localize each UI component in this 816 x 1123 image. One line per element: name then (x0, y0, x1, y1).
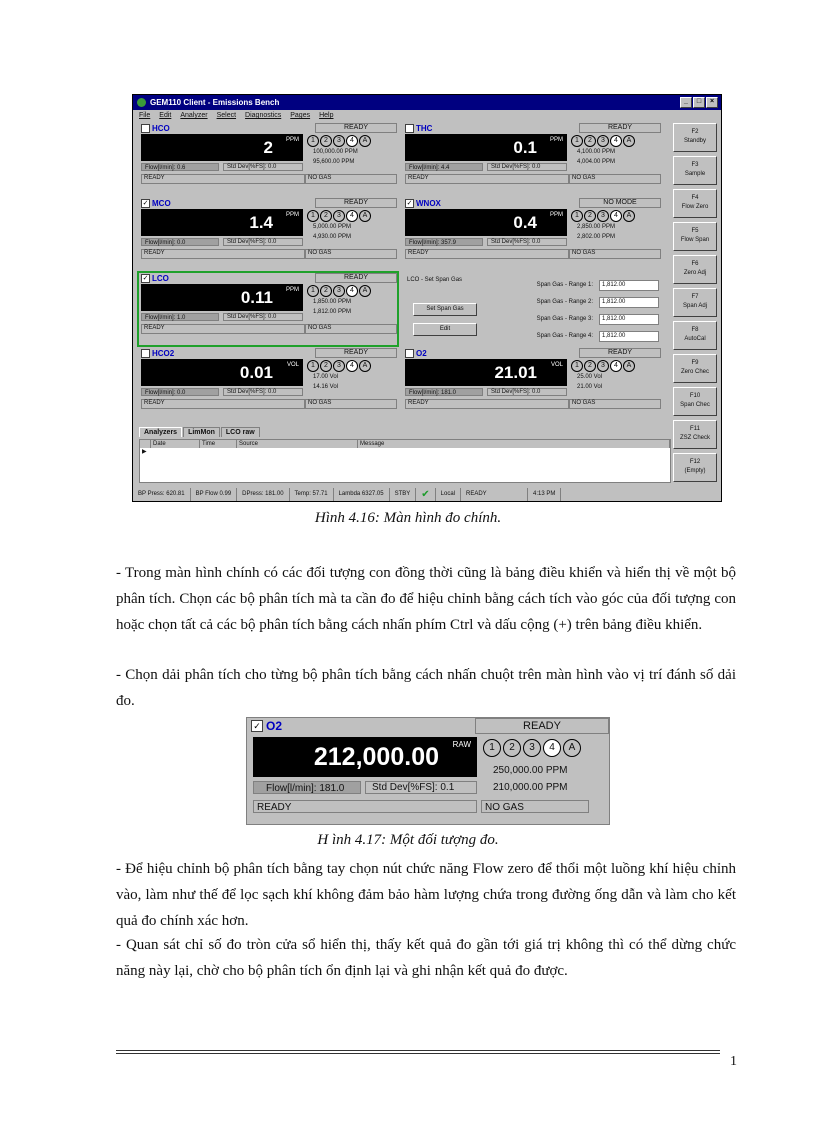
reading-unit: PPM (549, 137, 563, 143)
function-key-f6[interactable] (673, 255, 717, 284)
range-4-button[interactable]: 4 (543, 739, 561, 757)
grid-header (140, 440, 670, 448)
span-range-row (507, 330, 659, 342)
fkey-code: F2 (691, 129, 699, 135)
footer-rule (116, 1053, 720, 1054)
fkey-code: F7 (691, 294, 699, 300)
fkey-code: F8 (691, 327, 699, 333)
span-gas-area (403, 273, 663, 347)
function-key-f9[interactable] (673, 354, 717, 383)
menu-edit[interactable]: Edit (159, 112, 172, 119)
reading-unit: PPM (285, 212, 299, 218)
analyzer-panel (403, 198, 661, 270)
range-span-value: 1,812.00 PPM (313, 309, 352, 315)
span-range-label: Span Gas - Range 3: (536, 316, 593, 322)
range-button[interactable]: 2 (320, 285, 332, 297)
panel-header (139, 123, 397, 133)
select-checkbox[interactable] (405, 124, 414, 133)
analyzer-panel (139, 123, 397, 195)
range-button[interactable]: 4 (346, 360, 358, 372)
fkey-label: AutoCal (684, 336, 706, 342)
reading-display (141, 284, 303, 311)
panel-state-left: READY (141, 174, 305, 184)
analyzer-panel (139, 273, 397, 345)
span-range-row (507, 296, 659, 308)
std-dev-readout: Std Dev[%FS]: 0.0 (223, 163, 303, 171)
panel-status: READY (475, 718, 609, 734)
range-1-button[interactable]: 1 (483, 739, 501, 757)
menu-diagnostics[interactable]: Diagnostics (245, 112, 282, 119)
range-button[interactable]: 2 (320, 210, 332, 222)
range-upper-limit: 4,100.00 PPM (577, 149, 616, 155)
fkey-label: Zero Adj (683, 270, 707, 276)
flow-readout: Flow[l/min]: 357.9 (405, 238, 483, 246)
fkey-code: F6 (691, 261, 699, 267)
panel-state-right: NO GAS (305, 324, 397, 334)
panel-name (247, 718, 475, 734)
panel-header (403, 348, 661, 358)
function-key-f8[interactable] (673, 321, 717, 350)
reading-unit: RAW (452, 740, 471, 749)
range-selector (307, 360, 371, 372)
panel-title: HCO (152, 123, 170, 133)
fkey-label: Standby (683, 138, 707, 144)
range-selector (307, 210, 371, 222)
panel-status: READY (579, 123, 661, 133)
range-button[interactable]: A (359, 135, 371, 147)
std-dev-readout: Std Dev[%FS]: 0.0 (487, 388, 567, 396)
panel-state-left: READY (405, 399, 569, 409)
select-checkbox[interactable]: ✓ (251, 720, 263, 732)
span-range-input[interactable]: 1,812.00 (599, 331, 659, 342)
range-button[interactable]: 1 (307, 210, 319, 222)
range-selector (307, 135, 371, 147)
panel-state-right: NO GAS (481, 800, 589, 813)
status-temp: Temp: 57.71 (290, 488, 334, 501)
reading-display (253, 737, 477, 777)
reading-value: 21.01 (494, 363, 537, 382)
select-checkbox[interactable] (141, 349, 150, 358)
window-title: GEM110 Client - Emissions Bench (150, 98, 280, 107)
emissions-bench-window (132, 94, 722, 502)
function-key-f2[interactable] (673, 123, 717, 152)
span-range-row (507, 313, 659, 325)
reading-display (405, 134, 567, 161)
panel-status: READY (315, 348, 397, 358)
paragraph: - Quan sát chỉ số đo tròn cửa sổ hiển thị, thấy kết quả đo gần tới giá trị không thì có thể dừng chức năng này lại, chờ cho bộ phân tích ổn định lại và ghi nhận kết quả đo được. (116, 937, 736, 979)
status-bar (133, 488, 721, 501)
reading-unit: PPM (285, 137, 299, 143)
range-button[interactable]: 1 (571, 360, 583, 372)
range-button[interactable]: 3 (333, 135, 345, 147)
function-key-f12[interactable] (673, 453, 717, 482)
status-local: Local (436, 488, 461, 501)
reading-value: 2 (263, 138, 273, 157)
span-range-input[interactable]: 1,812.00 (599, 314, 659, 325)
fkey-code: F9 (691, 360, 699, 366)
fkey-label: Flow Span (680, 237, 710, 243)
fkey-label: Flow Zero (681, 204, 709, 210)
span-range-input[interactable]: 1,812.00 (599, 297, 659, 308)
col-source: Source (237, 440, 358, 448)
range-selector (571, 135, 635, 147)
status-ready: READY (461, 488, 528, 501)
current-row-arrow-icon: ▶ (142, 449, 147, 455)
std-dev-readout: Std Dev[%FS]: 0.0 (223, 388, 303, 396)
page-number: 1 (730, 1054, 737, 1069)
range-button[interactable]: 1 (307, 360, 319, 372)
menu-analyzer[interactable]: Analyzer (180, 112, 208, 119)
reading-display (141, 209, 303, 236)
edit-button[interactable]: Edit (413, 323, 477, 336)
reading-value: 1.4 (249, 213, 273, 232)
reading-display (141, 134, 303, 161)
app-icon (137, 98, 146, 107)
menu-select[interactable]: Select (216, 112, 237, 119)
col-date: Date (151, 440, 200, 448)
panel-header (247, 718, 609, 734)
fkey-label: (Empty) (684, 468, 706, 474)
panel-state-left: READY (253, 800, 477, 813)
panel-status: NO MODE (579, 198, 661, 208)
range-button[interactable]: 3 (333, 360, 345, 372)
panel-state-right: NO GAS (569, 174, 661, 184)
reading-value: 0.4 (513, 213, 537, 232)
panel-header (139, 348, 397, 358)
menu-bar (133, 110, 721, 121)
range-3-button[interactable]: 3 (523, 739, 541, 757)
span-range-label: Span Gas - Range 2: (536, 299, 593, 305)
span-range-input[interactable]: 1,812.00 (599, 280, 659, 291)
range-upper-limit: 2,850.00 PPM (577, 224, 616, 230)
range-button[interactable]: 4 (610, 210, 622, 222)
panel-header (139, 198, 397, 208)
status-dpress: DPress: 181.00 (237, 488, 289, 501)
reading-display (405, 209, 567, 236)
analyzer-panel (403, 348, 661, 420)
tab-strip (139, 427, 261, 437)
figure-caption-4-16: Hình 4.16: Màn hình đo chính. (314, 510, 502, 526)
fkey-label: Sample (684, 171, 706, 177)
panel-state-right: NO GAS (569, 399, 661, 409)
flow-readout: Flow[l/min]: 0.6 (141, 163, 219, 171)
range-span-value: 210,000.00 PPM (493, 782, 568, 793)
range-selector (483, 739, 581, 757)
range-button[interactable]: 3 (597, 210, 609, 222)
menu-file[interactable]: File (139, 112, 151, 119)
range-button[interactable]: 4 (610, 135, 622, 147)
flow-readout: Flow[l/min]: 181.0 (405, 388, 483, 396)
minimize-icon[interactable]: _ (680, 97, 692, 108)
tab-limmon[interactable]: LimMon (183, 427, 220, 437)
panel-title: LCO (152, 273, 169, 283)
range-upper-limit: 100,000.00 PPM (313, 149, 358, 155)
select-checkbox[interactable] (405, 349, 414, 358)
flow-readout: Flow[l/min]: 181.0 (253, 781, 361, 794)
std-dev-readout: Std Dev[%FS]: 0.0 (487, 163, 567, 171)
range-button[interactable]: A (623, 210, 635, 222)
range-button[interactable]: 3 (597, 135, 609, 147)
function-keys (673, 123, 717, 486)
range-button[interactable]: 4 (346, 210, 358, 222)
range-button[interactable]: 4 (610, 360, 622, 372)
paragraph: - Trong màn hình chính có các đối tượng con đồng thời cũng là bảng điều khiển và hiển thị về một bộ phân tích. Chọn các bộ phân tích mà ta cần đo để hiệu chỉnh bằng cách tích vào góc của đối tượng con hoặc chọn tất cả các bộ phân tích bằng cách nhấn phím Ctrl và dấu cộng (+) trên bảng điều khiển. (116, 565, 736, 633)
menu-pages[interactable]: Pages (290, 112, 311, 119)
set-span-gas-button[interactable]: Set Span Gas (413, 303, 477, 316)
fkey-label: ZSZ Check (679, 435, 710, 441)
reading-value: 0.01 (239, 363, 273, 382)
status-clock: 4:13 PM (528, 488, 561, 501)
panel-state-left: READY (405, 249, 569, 259)
reading-unit: PPM (549, 212, 563, 218)
range-span-value: 21.00 Vol (577, 384, 603, 390)
panel-state-right: NO GAS (569, 249, 661, 259)
message-grid[interactable] (139, 439, 671, 483)
analyzer-panel-o2-large (246, 717, 610, 825)
panel-status: READY (579, 348, 661, 358)
panel-header (403, 123, 661, 133)
reading-value: 212,000.00 (313, 743, 439, 771)
range-button[interactable]: 2 (584, 210, 596, 222)
range-button[interactable]: A (359, 285, 371, 297)
checkmark-icon: ✔ (416, 488, 435, 501)
panel-title: HCO2 (152, 348, 175, 358)
range-auto-button[interactable]: A (563, 739, 581, 757)
range-selector (571, 210, 635, 222)
range-upper-limit: 17.00 Vol (313, 374, 339, 380)
maximize-icon[interactable]: □ (693, 97, 705, 108)
range-span-value: 95,600.00 PPM (313, 159, 355, 165)
reading-display (141, 359, 303, 386)
fkey-code: F11 (690, 426, 700, 432)
range-upper-limit: 1,850.00 PPM (313, 299, 352, 305)
panel-title: O2 (416, 348, 427, 358)
fkey-code: F4 (691, 195, 699, 201)
range-span-value: 4,004.00 PPM (577, 159, 616, 165)
flow-readout: Flow[l/min]: 1.0 (141, 313, 219, 321)
select-checkbox[interactable]: ✓ (142, 274, 149, 282)
range-button[interactable]: 1 (307, 135, 319, 147)
panel-title: THC (416, 123, 433, 133)
reading-display (405, 359, 567, 386)
tab-lco-raw[interactable]: LCO raw (221, 427, 260, 437)
status-lambda: Lambda 6327.05 (334, 488, 390, 501)
span-range-label: Span Gas - Range 4: (536, 333, 593, 339)
std-dev-readout: Std Dev[%FS]: 0.0 (487, 238, 567, 246)
std-dev-readout: Std Dev[%FS]: 0.0 (223, 313, 303, 321)
range-button[interactable]: A (359, 360, 371, 372)
range-button[interactable]: A (623, 135, 635, 147)
range-button[interactable]: 1 (571, 210, 583, 222)
panel-header (139, 273, 397, 283)
panel-state-left: READY (141, 249, 305, 259)
range-button[interactable]: 1 (571, 135, 583, 147)
analyzer-panel (139, 348, 397, 420)
function-key-f4[interactable] (673, 189, 717, 218)
fkey-label: Span Adj (682, 303, 708, 309)
footer-rule (116, 1050, 720, 1051)
range-selector (307, 285, 371, 297)
panel-title: WNOX (416, 198, 441, 208)
panel-status: READY (315, 273, 397, 283)
reading-value: 0.11 (240, 288, 273, 307)
reading-unit: VOL (550, 362, 563, 368)
panel-title: MCO (152, 198, 171, 208)
range-selector (571, 360, 635, 372)
range-upper-limit: 250,000.00 PPM (493, 765, 568, 776)
range-upper-limit: 5,000.00 PPM (313, 224, 352, 230)
analyzer-panel (139, 198, 397, 270)
title-bar (133, 95, 721, 110)
panel-status: READY (315, 123, 397, 133)
figure-caption-4-17: H ình 4.17: Một đối tượng đo. (317, 832, 499, 848)
close-icon[interactable]: × (706, 97, 718, 108)
status-stby: STBY (390, 488, 417, 501)
panel-status: READY (315, 198, 397, 208)
range-button[interactable]: 3 (333, 285, 345, 297)
range-button[interactable]: 1 (307, 285, 319, 297)
select-checkbox[interactable] (141, 124, 150, 133)
fkey-code: F5 (691, 228, 699, 234)
range-span-value: 14.16 Vol (313, 384, 339, 390)
range-button[interactable]: 2 (584, 360, 596, 372)
function-key-f11[interactable] (673, 420, 717, 449)
fkey-label: Zero Chec (680, 369, 709, 375)
flow-readout: Flow[l/min]: 4.4 (405, 163, 483, 171)
panel-header (403, 198, 661, 208)
flow-readout: Flow[l/min]: 0.0 (141, 388, 219, 396)
panel-state-right: NO GAS (305, 249, 397, 259)
range-button[interactable]: A (359, 210, 371, 222)
fkey-code: F3 (691, 162, 699, 168)
range-button[interactable]: 3 (597, 360, 609, 372)
range-button[interactable]: 2 (584, 135, 596, 147)
analyzer-panel (403, 123, 661, 195)
function-key-f7[interactable] (673, 288, 717, 317)
std-dev-readout: Std Dev[%FS]: 0.1 (365, 781, 477, 794)
panel-state-right: NO GAS (305, 174, 397, 184)
function-key-f3[interactable] (673, 156, 717, 185)
range-button[interactable]: 2 (320, 360, 332, 372)
function-key-f5[interactable] (673, 222, 717, 251)
paragraph: - Chọn dải phân tích cho từng bộ phân tích bằng cách nhấn chuột trên màn hình vào vị trí đánh số dải đo. (116, 667, 736, 709)
col-time: Time (200, 440, 237, 448)
fkey-code: F12 (689, 459, 701, 465)
col-message: Message (358, 440, 670, 448)
panel-state-left: READY (405, 174, 569, 184)
range-2-button[interactable]: 2 (503, 739, 521, 757)
span-gas-title: LCO - Set Span Gas (407, 277, 463, 283)
paragraph: - Để hiệu chỉnh bộ phân tích bằng tay chọn nút chức năng Flow zero để thổi một luồng khí hiệu chỉnh vào, làm như thế để lọc sạch khí không đảm bảo hàm lượng chứa trong đường ống dẫn và làm cho kết quả đo chính xác hơn. (116, 861, 736, 929)
reading-unit: VOL (286, 362, 299, 368)
fkey-code: F10 (689, 393, 701, 399)
range-button[interactable]: 4 (346, 285, 358, 297)
panel-state-left: READY (141, 324, 305, 334)
flow-readout: Flow[l/min]: 0.0 (141, 238, 219, 246)
range-button[interactable]: A (623, 360, 635, 372)
range-button[interactable]: 3 (333, 210, 345, 222)
reading-unit: PPM (285, 287, 299, 293)
panel-state-left: READY (141, 399, 305, 409)
status-bp-press: BP Press: 620.81 (133, 488, 191, 501)
panel-title: O2 (266, 719, 283, 733)
panel-state-right: NO GAS (305, 399, 397, 409)
status-bp-flow: BP Flow 0.99 (191, 488, 238, 501)
span-range-label: Span Gas - Range 1: (536, 282, 593, 288)
range-span-value: 2,802.00 PPM (577, 234, 616, 240)
menu-help[interactable]: Help (319, 112, 334, 119)
range-span-value: 4,930.00 PPM (313, 234, 352, 240)
select-checkbox[interactable]: ✓ (142, 199, 149, 207)
std-dev-readout: Std Dev[%FS]: 0.0 (223, 238, 303, 246)
reading-value: 0.1 (513, 138, 537, 157)
span-range-row (507, 279, 659, 291)
function-key-f10[interactable] (673, 387, 717, 416)
fkey-label: Span Chec (680, 402, 710, 408)
row-marker (140, 440, 151, 448)
range-button[interactable]: 4 (346, 135, 358, 147)
tab-analyzers[interactable]: Analyzers (139, 427, 182, 437)
range-button[interactable]: 2 (320, 135, 332, 147)
range-upper-limit: 25.00 Vol (577, 374, 603, 380)
select-checkbox[interactable]: ✓ (406, 199, 413, 207)
